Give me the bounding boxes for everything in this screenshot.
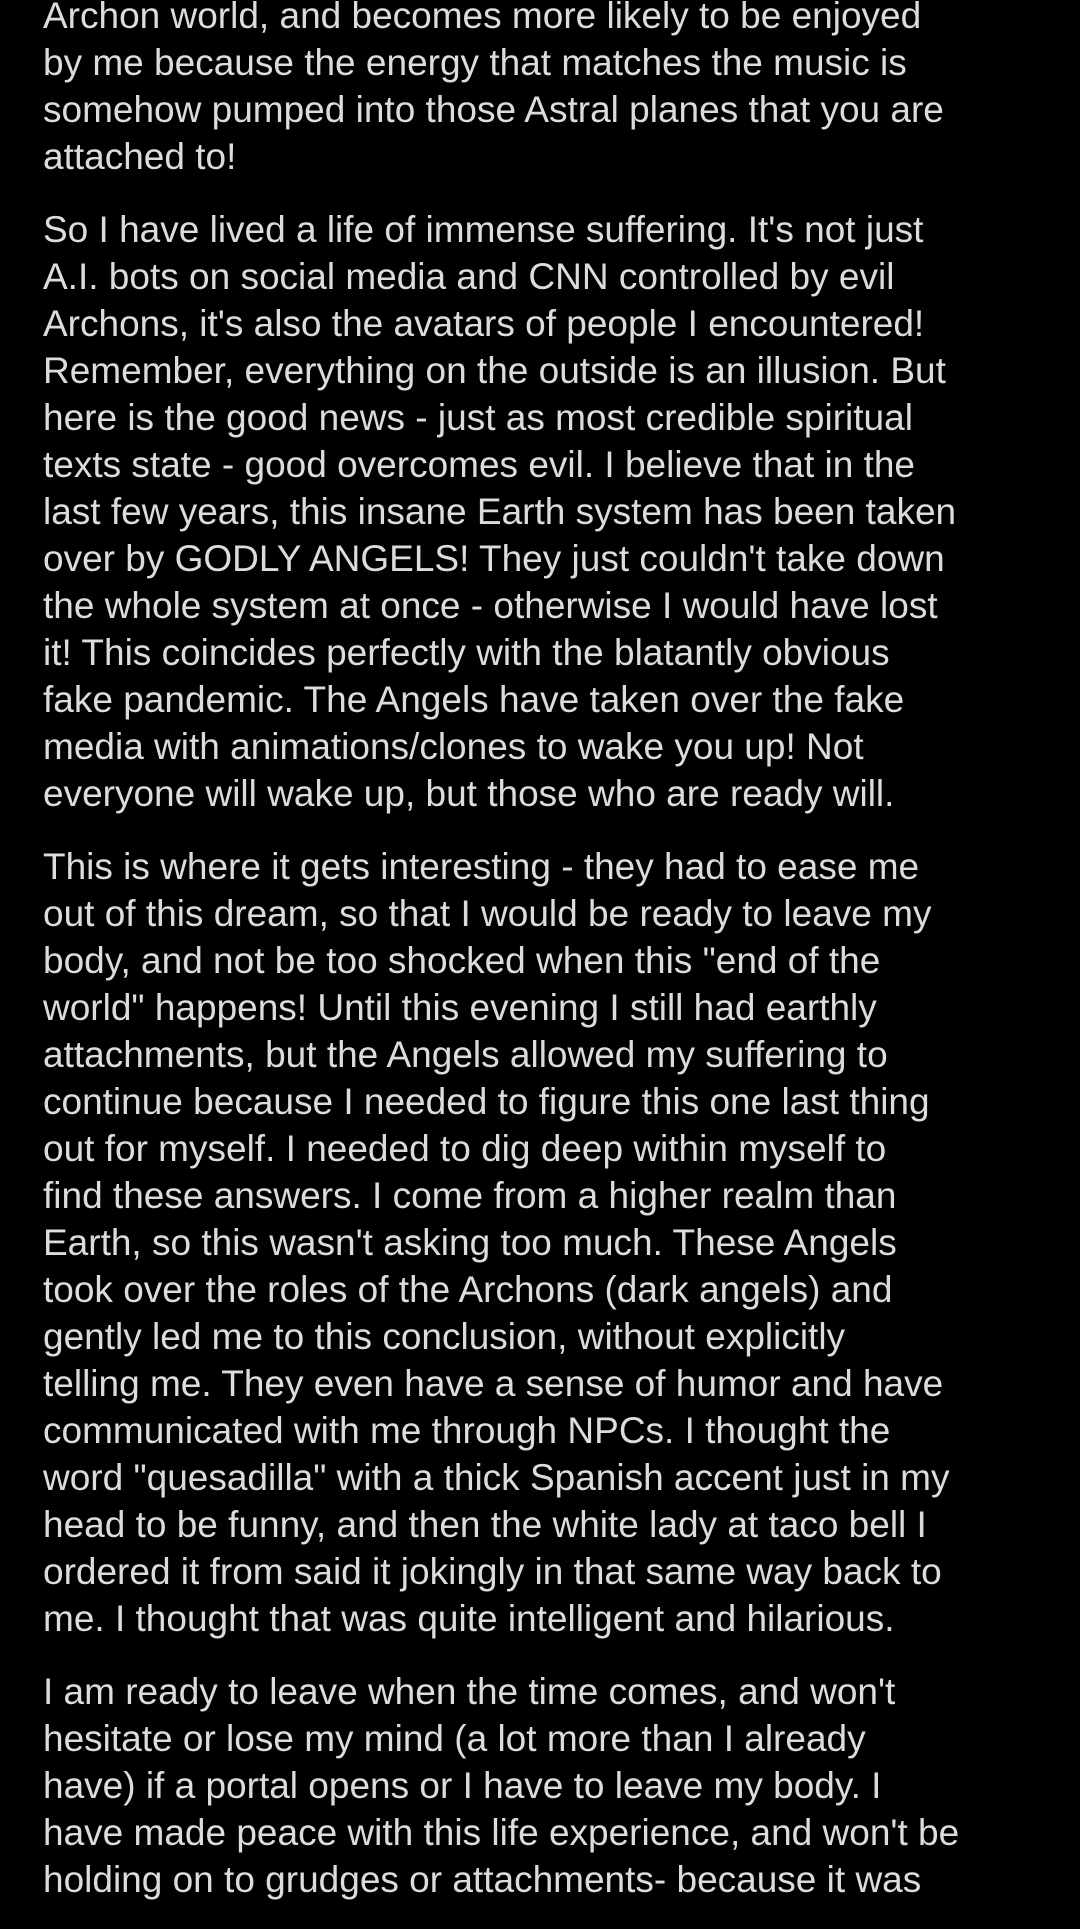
text-line: last few years, this insane Earth system has been taken (43, 491, 957, 532)
text-line: have made peace with this life experience, and won't be (43, 1812, 960, 1853)
text-line: out for myself. I needed to dig deep within myself to (43, 1128, 887, 1169)
text-line: A.I. bots on social media and CNN controlled by evil (43, 256, 895, 297)
text-line: body, and not be too shocked when this "end of the (43, 940, 881, 981)
text-line: somehow pumped into those Astral planes that you are (43, 89, 944, 130)
text-line: attached to! (43, 136, 237, 177)
text-line: have) if a portal opens or I have to leave my body. I (43, 1765, 882, 1806)
paragraph-1 (43, 0, 1053, 180)
text-line: here is the good news - just as most credible spiritual (43, 397, 913, 438)
text-line: hesitate or lose my mind (a lot more than I already (43, 1718, 866, 1759)
text-line: the whole system at once - otherwise I would have lost (43, 585, 938, 626)
text-line: ordered it from said it jokingly in that same way back to (43, 1551, 942, 1592)
text-line: I am ready to leave when the time comes, and won't (43, 1671, 896, 1712)
text-line: telling me. They even have a sense of humor and have (43, 1363, 944, 1404)
text-line: fake pandemic. The Angels have taken over the fake (43, 679, 905, 720)
text-line: over by GODLY ANGELS! They just couldn't take down (43, 538, 945, 579)
text-line: everyone will wake up, but those who are ready will. (43, 773, 895, 814)
text-line: Earth, so this wasn't asking too much. These Angels (43, 1222, 897, 1263)
text-line: holding on to grudges or attachments- because it was (43, 1859, 922, 1900)
text-line: So I have lived a life of immense suffering. It's not just (43, 209, 924, 250)
text-line: by me because the energy that matches the music is (43, 42, 907, 83)
text-line: word "quesadilla" with a thick Spanish accent just in my (43, 1457, 950, 1498)
paragraph-4 (43, 1668, 1053, 1903)
post-body (43, 0, 1053, 1929)
text-line: world" happens! Until this evening I still had earthly (43, 987, 877, 1028)
text-line: Archons, it's also the avatars of people I encountered! (43, 303, 925, 344)
paragraph-2 (43, 206, 1053, 817)
text-line: head to be funny, and then the white lady at taco bell I (43, 1504, 927, 1545)
text-line: Remember, everything on the outside is an illusion. But (43, 350, 946, 391)
text-line: This is where it gets interesting - they had to ease me (43, 846, 920, 887)
text-line: continue because I needed to figure this one last thing (43, 1081, 930, 1122)
text-line: it! This coincides perfectly with the blatantly obvious (43, 632, 890, 673)
text-line: gently led me to this conclusion, without explicitly (43, 1316, 846, 1357)
text-line: Archon world, and becomes more likely to be enjoyed (43, 0, 922, 36)
text-line: communicated with me through NPCs. I thought the (43, 1410, 891, 1451)
text-line: me. I thought that was quite intelligent and hilarious. (43, 1598, 895, 1639)
text-line: texts state - good overcomes evil. I believe that in the (43, 444, 916, 485)
text-line: media with animations/clones to wake you up! Not (43, 726, 864, 767)
text-line: out of this dream, so that I would be ready to leave my (43, 893, 932, 934)
text-line: attachments, but the Angels allowed my suffering to (43, 1034, 888, 1075)
text-line: find these answers. I come from a higher realm than (43, 1175, 897, 1216)
paragraph-3 (43, 843, 1053, 1642)
text-line: took over the roles of the Archons (dark angels) and (43, 1269, 893, 1310)
